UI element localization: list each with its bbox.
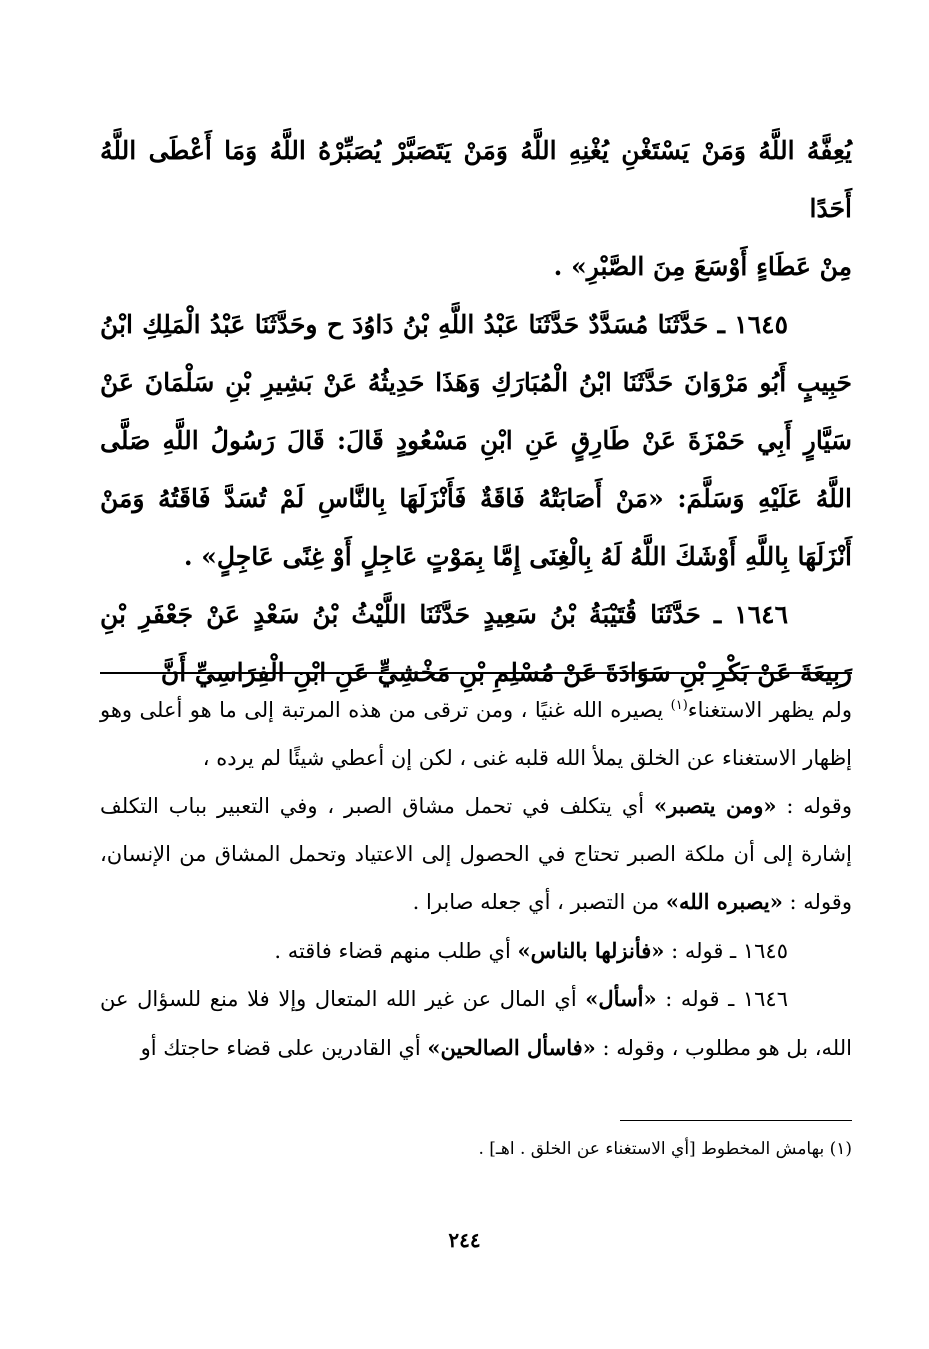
hadith-1645: ١٦٤٥ ـ حَدَّثَنَا مُسَدَّدٌ حَدَّثَنَا عَبْدُ اللَّهِ بْنُ دَاوُدَ ح وحَدَّثَنَا عَبْدُ الْمَلِكِ ابْنُ حَبِيبٍ أَبُو مَرْوَانَ حَدَّثَنَا ابْنُ الْمُبَارَكِ وَهَذَا حَدِيثُهُ عَنْ بَشِيرِ بْنِ سَلْمَانَ عَنْ سَيَّارٍ أَبِي حَمْزَةَ عَنْ طَارِقٍ عَنِ ابْنِ مَسْعُودٍ قَالَ: قَالَ رَسُولُ اللَّهِ صَلَّى اللَّهُ عَلَيْهِ وَسَلَّمَ: «مَنْ أَصَابَتْهُ فَاقَةٌ فَأَنْزَلَهَا بِالنَّاسِ لَمْ تُسَدَّ فَاقَتُهُ وَمَنْ أَنْزَلَهَا بِاللَّهِ أَوْشَكَ اللَّهُ لَهُ بِالْغِنَى إِمَّا بِمَوْتٍ عَاجِلٍ أَوْ غِنًى عَاجِلٍ» . (100, 310, 852, 571)
commentary-text-span: يصيره الله غنيًا ، ومن ترقى من هذه المرتبة إلى ما هو أعلى وهو إظهار الاستغناء عن الخلق يملأ الله قلبه غنى ، لكن إن أعطي شيئًا لم يرده ، (100, 698, 852, 770)
commentary-para-1 (100, 682, 852, 782)
commentary-text-span: وقوله : (776, 794, 852, 818)
hadith-1646: ١٦٤٦ ـ حَدَّثَنَا قُتَيْبَةُ بْنُ سَعِيدٍ حَدَّثَنَا اللَّيْثُ بْنُ سَعْدٍ عَنْ جَعْفَرِ بْنِ رَبِيعَةَ عَنْ بَكْرِ بْنِ سَوَادَةَ عَنْ مُسْلِمِ بْنِ مَخْشِيٍّ عَنِ ابْنِ الْفِرَاسِيِّ أَنَّ (100, 600, 852, 687)
main-separator (100, 672, 852, 674)
footnote-separator (620, 1120, 852, 1121)
page-number: ٢٤٤ (448, 1228, 481, 1252)
commentary-text-span: ١٦٤٦ ـ قوله : (656, 987, 788, 1011)
commentary-text-span: أي المال عن غير الله المتعال وإلا فلا منع للسؤال عن الله، بل هو مطلوب ، وقوله : (100, 987, 852, 1060)
footnote: (١) بهامش المخطوط [أي الاستغناء عن الخلق . اهـ] . (478, 1139, 852, 1159)
hadith-line-2: مِنْ عَطَاءٍ أَوْسَعَ مِنَ الصَّبْرِ» . (553, 252, 852, 281)
quoted-phrase: «أسأل» (585, 986, 657, 1011)
commentary-text-span: ١٦٤٥ ـ قوله : (664, 938, 788, 963)
commentary-para-1645 (100, 927, 852, 976)
commentary-text-span: أي القادرين على قضاء حاجتك أو (140, 1035, 428, 1060)
quoted-phrase: «ومن يتصبر» (654, 793, 777, 818)
quoted-phrase: «يصبره الله» (665, 889, 783, 914)
hadith-line-1: يُعِفَّهُ اللَّهُ وَمَنْ يَسْتَغْنِ يُغْنِهِ اللَّهُ وَمَنْ يَتَصَبَّرْ يُصَبِّرْهُ اللَّهُ وَمَا أَعْطَى اللَّهُ أَحَدًا (100, 136, 852, 223)
commentary-para-2 (100, 782, 852, 927)
commentary-para-1646 (100, 975, 852, 1072)
quoted-phrase: «فأنزلها بالناس» (517, 937, 665, 963)
commentary-text-span: ولم يظهر الاستغناء (687, 698, 852, 722)
commentary-text-span: أي طلب منهم قضاء فاقته . (274, 938, 518, 963)
hadith-text (100, 122, 852, 702)
quoted-phrase: «فاسأل الصالحين» (427, 1034, 596, 1060)
footnote-ref[interactable]: (١) (670, 698, 688, 713)
commentary-text-span: أي يتكلف في تحمل مشاق الصبر ، وفي التعبير بباب التكلف إشارة إلى أن ملكة الصبر تحتاج في الحصول إلى الاعتياد وتحمل المشاق من الإنسان، وقوله : (100, 794, 852, 914)
commentary-text-span: من التصبر ، أي جعله صابرا . (412, 890, 666, 914)
commentary-text (100, 682, 852, 1072)
